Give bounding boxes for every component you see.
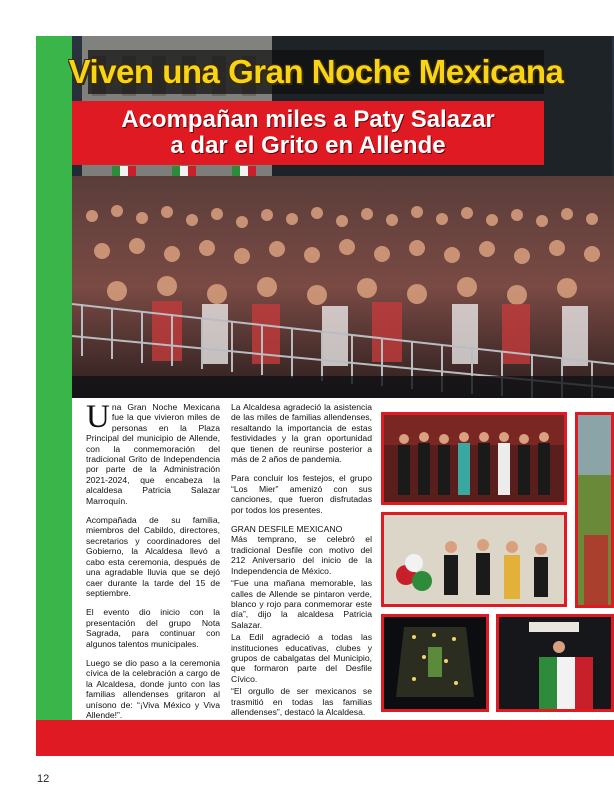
aerial-night-illustration — [384, 617, 486, 709]
flag-waving-photo — [496, 614, 614, 712]
paragraph-3: El evento dio inicio con la presentación del grupo Nota Sagrada, para continuar con algunos talentos municipales. — [86, 607, 220, 649]
subtitle-line-2: a dar el Grito en Allende — [170, 132, 446, 159]
aerial-night-photo — [381, 614, 489, 712]
footer-red-bar — [36, 720, 614, 756]
paragraph-1: Una Gran Noche Mexicana fue la que vivieron miles de personas en la Plaza Principal del municipio de Allende, con la conmemoración del tradicional Grito de Independencia por parte de la Administración 2021-2024, que encabeza la alcaldesa Patricia Salazar Marroquín. — [86, 399, 220, 506]
page-number: 12 — [37, 773, 50, 785]
subtitle-line-1: Acompañan miles a Paty Salazar — [121, 106, 495, 133]
parade-side-illustration — [578, 415, 614, 605]
subtitle-banner — [72, 101, 544, 165]
paragraph-7: Más temprano, se celebró el tradicional Desfile con motivo del 212 Aniversario del inicio de la Independencia de México. — [231, 534, 372, 576]
parade-side-photo — [575, 412, 614, 608]
paragraph-9: La Edil agradeció a todas las instituciones educativas, clubes y grupos de cabalgatas del Municipio, que formaron parte del Desfile Cívico. — [231, 632, 372, 684]
flag-waving-illustration — [499, 617, 611, 709]
paragraph-5: La Alcaldesa agradeció la asistencia de las miles de familias allendenses, resaltando la importancia de estas festividades y la gran oportunidad que tienen de reunirse posterior a más de 2 años de pandemia. — [231, 402, 372, 465]
title-banner — [68, 50, 564, 94]
paragraph-4: Luego se dio paso a la ceremonia cívica de la celebración a cargo de la Alcaldesa, donde junto con las familias allendenses gritaron al unísono de: “¡Viva México y Viva Allende!”. — [86, 657, 220, 720]
officials-illustration — [384, 415, 564, 502]
drop-cap: U — [86, 399, 110, 435]
parade-children-photo — [381, 512, 567, 607]
paragraph-6: Para concluir los festejos, el grupo “Los Mier” amenizó con sus canciones, que fueron disfrutadas por todos los presentes. — [231, 473, 372, 515]
article-column-2 — [231, 402, 372, 719]
page-title: Viven una Gran Noche Mexicana — [68, 53, 564, 90]
officials-stage-photo — [381, 412, 567, 505]
parade-children-illustration — [384, 515, 564, 604]
paragraph-8: “Fue una mañana memorable, las calles de Allende se pintaron verde, blanco y rojo para conmemorar este día”, dijo la alcaldesa Patricia Salazar. — [231, 578, 372, 630]
paragraph-2: Acompañada de su familia, miembros del Cabildo, directores, secretarios y coordinadores del Gobierno, la Alcaldesa llevó a cabo esta ceremonia, después de una agradable lluvia que se dejó caer durante la tarde del 15 de septiembre. — [86, 515, 220, 598]
green-side-bar — [36, 36, 72, 756]
section-heading: GRAN DESFILE MEXICANO — [231, 524, 343, 535]
article-column-1 — [86, 399, 220, 729]
paragraph-10: “El orgullo de ser mexicanos se trasmitió en todas las familias allendenses”, destacó la Alcaldesa. — [231, 686, 372, 717]
